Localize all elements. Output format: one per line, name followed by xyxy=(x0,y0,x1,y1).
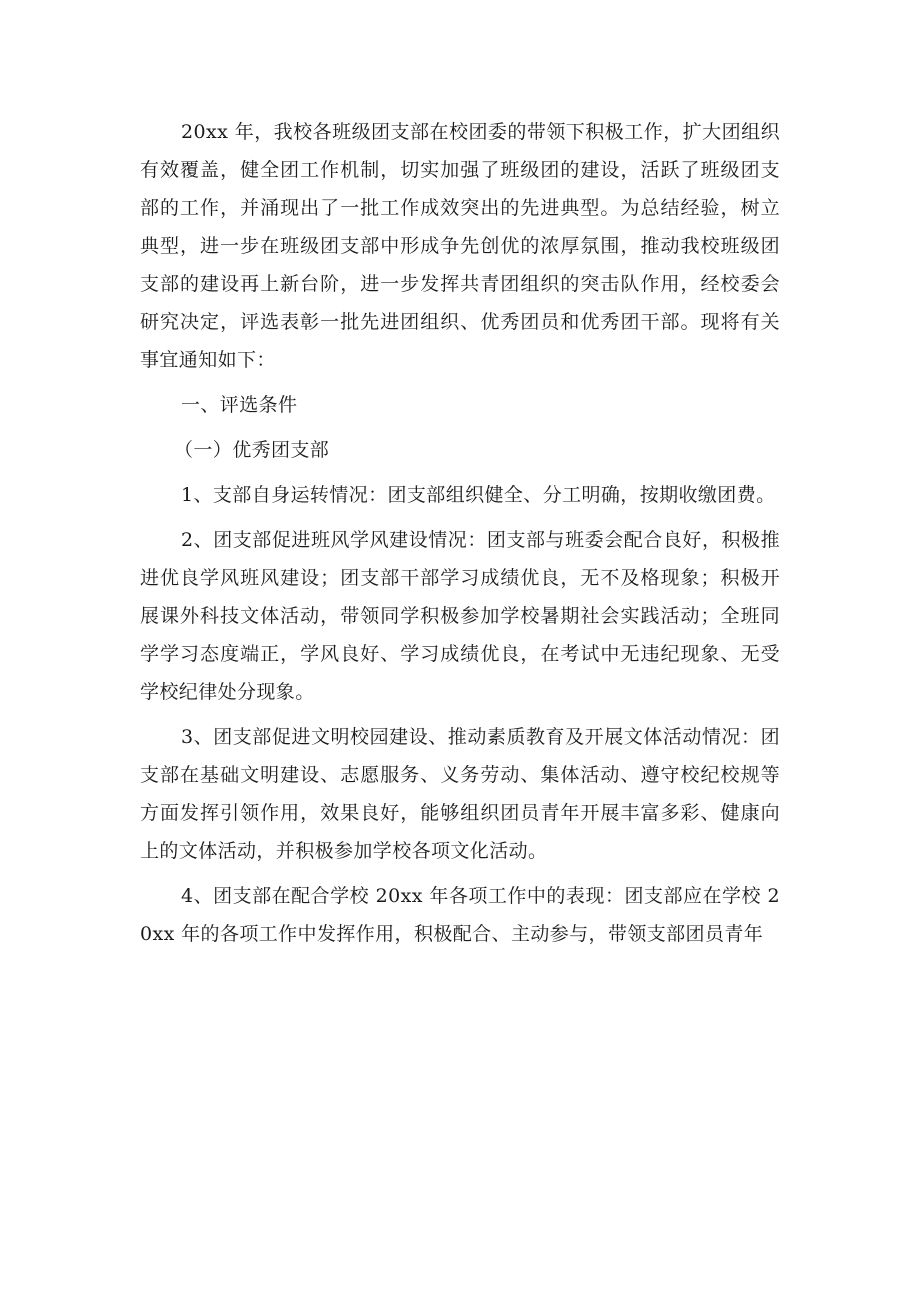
criterion-paragraph-3: 3、团支部促进文明校园建设、推动素质教育及开展文体活动情况：团支部在基础文明建设、志愿服务、义务劳动、集体活动、遵守校纪校规等方面发挥引领作用，效果良好，能够组织团员青年开展丰富多彩、健康向上的文体活动，并积极参加学校各项文化活动。 xyxy=(140,726,780,862)
criterion-paragraph-2: 2、团支部促进班风学风建设情况：团支部与班委会配合良好，积极推进优良学风班风建设；团支部干部学习成绩优良，无不及格现象；积极开展课外科技文体活动，带领同学积极参加学校暑期社会实践活动；全班同学学习态度端正，学风良好、学习成绩优良，在考试中无违纪现象、无受学校纪律处分现象。 xyxy=(140,529,780,703)
section-heading-selection-criteria: 一、评选条件 xyxy=(181,394,298,416)
criterion-paragraph-1: 1、支部自身运转情况：团支部组织健全、分工明确，按期收缴团费。 xyxy=(181,484,776,506)
document-body xyxy=(140,113,780,953)
criterion-paragraph-4: 4、团支部在配合学校 20xx 年各项工作中的表现：团支部应在学校 20xx 年的各项工作中发挥作用，积极配合、主动参与，带领支部团员青年 xyxy=(140,885,780,945)
subsection-heading-outstanding-branch: （一）优秀团支部 xyxy=(174,439,330,461)
intro-paragraph: 20xx 年，我校各班级团支部在校团委的带领下积极工作，扩大团组织有效覆盖，健全团工作机制，切实加强了班级团的建设，活跃了班级团支部的工作，并涌现出了一批工作成效突出的先进典型。为总结经验，树立典型，进一步在班级团支部中形成争先创优的浓厚氛围，推动我校班级团支部的建设再上新台阶，进一步发挥共青团组织的突击队作用，经校委会研究决定，评选表彰一批先进团组织、优秀团员和优秀团干部。现将有关事宜通知如下： xyxy=(140,121,780,371)
